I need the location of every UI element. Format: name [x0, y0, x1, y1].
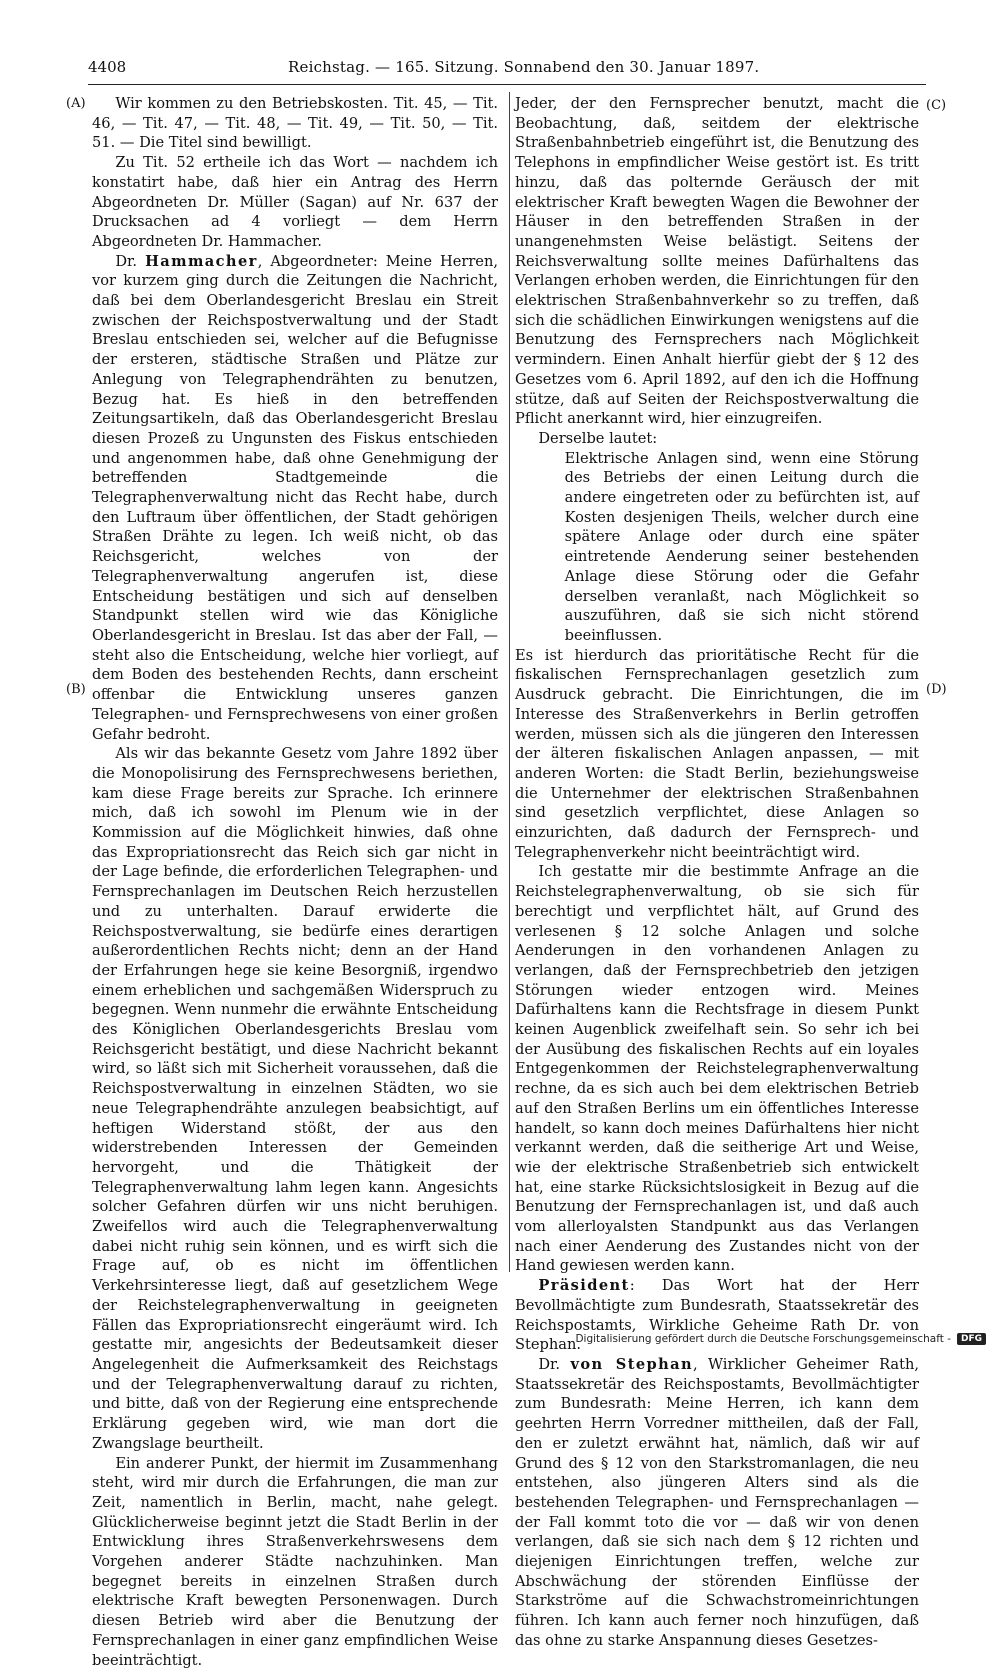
speaker-prefix: Dr.	[115, 252, 146, 270]
paragraph: Ich gestatte mir die bestimmte Anfrage an die Reichstelegraphenverwaltung, ob sie sich für berechtigt und verpflichtet hält, auf Grund des verlesenen § 12 solche Anlagen und solche Aenderungen in den vorhandenen Anlagen zu verlangen, daß der Fernsprechbetrieb den jetzigen Störungen wieder entzogen wird. Meines Dafürhaltens kann die Rechtsfrage in diesem Punkt keinen Augenblick zweifelhaft sein. So sehr ich bei der Ausübung des fiskalischen Rechts auf ein loyales Entgegenkommen der Reichstelegraphenverwaltung rechne, da es sich auch bei dem elektrischen Betrieb auf den Straßen Berlins um ein öffentliches Interesse handelt, so kann doch meines Dafürhaltens hier nicht verkannt werden, daß die seitherige Art und Weise, wie der elektrische Straßenbetrieb sich entwickelt hat, eine starke Rücksichtslosigkeit in Bezug auf die Benutzung der Fernsprechanlagen ist, und daß auch vom allerloyalsten Standpunkt aus das Verlangen nach einer Aenderung des Zustandes nicht von der Hand gewiesen werden kann.	[515, 863, 919, 1275]
column-divider	[509, 92, 510, 1272]
speech-text: , Wirklicher Geheimer Rath, Staatssekretär des Reichspostamts, Bevollmächtigter zum Bundesrath: Meine Herren, ich kann dem geehrten Herrn Vorredner mittheilen, daß der Fall, den er zuletzt erwähnt hat, nämlich, daß wir auf Grund des § 12 von den Starkstromanlagen, die neu entstehen, also jüngeren Alters sind als die bestehenden Telegraphen- und Fernsprechanlagen — der Fall kommt toto die vor — daß wir von denen verlangen, daß sie sich nach dem § 12 richten und diejenigen Einrichtungen treffen, welche zur Abschwächung der störenden Einflüsse der Starkströme auf die Schwachstromeinrichtungen führen. Ich kann auch ferner noch hinzufügen, daß das ohne zu starke Anspannung dieses Gesetzes-	[515, 1356, 919, 1649]
margin-mark-c: (C)	[926, 98, 947, 113]
right-column	[515, 94, 919, 1651]
footer-text: Digitalisierung gefördert durch die Deutsche Forschungsgemeinschaft -	[575, 1333, 951, 1345]
page-header	[88, 58, 918, 82]
paragraph: Ein anderer Punkt, der hiermit im Zusammenhang steht, wird mir durch die Erfahrungen, die man zur Zeit, namentlich in Berlin, macht, nahe gelegt. Glücklicherweise beginnt jetzt die Stadt Berlin in der Entwicklung ihres Straßenverkehrswesens dem Vorgehen anderer Städte nachzuhinken. Man begegnet bereits in einzelnen Straßen durch elektrische Kraft bewegten Personenwagen. Durch diesen Betrieb wird aber die Benutzung der Fernsprechanlagen in einer ganz empfindlichen Weise beeinträchtigt.	[92, 1454, 498, 1669]
speaker-name: Präsident	[538, 1277, 630, 1295]
paragraph: Es ist hierdurch das prioritätische Recht für die fiskalischen Fernsprechanlagen gesetzlich zum Ausdruck gebracht. Die Einrichtungen, die im Interesse des Straßenverkehrs in Berlin getroffen werden, müssen sich als die jüngeren den Interessen der älteren fiskalischen Anlagen anpassen, — mit anderen Worten: die Stadt Berlin, beziehungsweise die Unternehmer der elektrischen Straßenbahnen sind gesetzlich verpflichtet, diese Anlagen so einzurichten, daß dadurch der Fernsprech- und Telegraphenverkehr nicht beeinträchtigt wird.	[515, 646, 919, 861]
margin-mark-b: (B)	[66, 682, 86, 697]
page-number: 4408	[88, 58, 127, 76]
speaker-name: von Stephan	[570, 1356, 694, 1373]
header-rule	[88, 84, 926, 85]
speech-stephan	[515, 1355, 919, 1651]
law-quote: Elektrische Anlagen sind, wenn eine Störung des Betriebs der einen Leitung durch die andere eingetreten oder zu befürchten ist, auf Kosten desjenigen Theils, welcher durch eine spätere Anlage oder durch eine später eintretende Aenderung seiner bestehenden Anlage diese Störung oder die Gefahr derselben veranlaßt, nach Möglichkeit so auszuführen, daß sie sich nicht störend beeinflussen.	[564, 449, 919, 644]
speech-text: , Abgeordneter: Meine Herren, vor kurzem ging durch die Zeitungen die Nachricht, daß bei dem Oberlandesgericht Breslau ein Streit zwischen der Reichspostverwaltung und der Stadt Breslau entschieden sei, welcher auf die Befugnisse der ersteren, städtische Straßen und Plätze zur Anlegung von Telegraphendrähten zu benutzen, Bezug hat. Es hieß in den betreffenden Zeitungsartikeln, daß das Oberlandesgericht Breslau diesen Prozeß zu Ungunsten des Fiskus entschieden und angenommen habe, daß ohne Genehmigung der betreffenden Stadtgemeinde die Telegraphenverwaltung nicht das Recht habe, durch den Luftraum über öffentlichen, der Stadt gehörigen Straßen Drähte zu legen. Ich weiß nicht, ob das Reichsgericht, welches von der Telegraphenverwaltung angerufen ist, diese Entscheidung bestätigen und sich auf denselben Standpunkt stellen wird wie das Königliche Oberlandesgericht in Breslau. Ist das aber der Fall, — steht also die Entscheidung, welche hier vorliegt, auf dem Boden des bestehenden Rechts, dann erscheint offenbar die Entwicklung unseres ganzen Telegraphen- und Fernsprechwesens von einer großen Gefahr bedroht.	[92, 252, 498, 743]
paragraph: Zu Tit. 52 ertheile ich das Wort — nachdem ich konstatirt habe, daß hier ein Antrag des Herrn Abgeordneten Dr. Müller (Sagan) auf Nr. 637 der Drucksachen ad 4 vorliegt — dem Herrn Abgeordneten Dr. Hammacher.	[92, 154, 498, 250]
paragraph: Jeder, der den Fernsprecher benutzt, macht die Beobachtung, daß, seitdem der elektrische Straßenbahnbetrieb eingeführt ist, die Benutzung des Telephons in empfindlicher Weise gestört ist. Es tritt hinzu, daß das polternde Geräusch der mit elektrischer Kraft bewegten Wagen die Bewohner der Häuser in den betreffenden Straßen in der unangenehmsten Weise belästigt. Seitens der Reichsverwaltung sollte meines Dafürhaltens das Verlangen erhoben werden, die Einrichtungen für den elektrischen Straßenbahnverkehr so zu treffen, daß sich die schädlichen Einwirkungen wenigstens auf die Benutzung des Fernsprechers nach Möglichkeit vermindern. Einen Anhalt hierfür giebt der § 12 des Gesetzes vom 6. April 1892, auf den ich die Hoffnung stütze, daß auf Seiten der Reichspostverwaltung die Pflicht anerkannt wird, hier einzugreifen.	[515, 95, 919, 428]
speaker-name: Hammacher	[145, 252, 258, 270]
dfg-logo: DFG	[957, 1333, 986, 1345]
speech-text: : Das Wort hat der Herr Bevollmächtigte zum Bundesrath, Staatssekretär des Reichspostamts, Wirkliche Geheime Rath Dr. von Stephan.	[515, 1277, 919, 1354]
paragraph: Als wir das bekannte Gesetz vom Jahre 1892 über die Monopolisirung des Fernsprechwesens beriethen, kam diese Frage bereits zur Sprache. Ich erinnere mich, daß ich sowohl im Plenum wie in der Kommission auf die Möglichkeit hinwies, daß ohne das Expropriationsrecht das Reich sich gar nicht in der Lage befinde, die erforderlichen Telegraphen- und Fernsprechanlagen im Deutschen Reich herzustellen und zu unterhalten. Darauf erwiderte die Reichspostverwaltung, sie bedürfe eines derartigen außerordentlichen Rechts nicht; denn an der Hand der Erfahrungen hege sie keine Besorgniß, irgendwo einem erheblichen und sachgemäßen Widerspruch zu begegnen. Wenn nunmehr die erwähnte Entscheidung des Königlichen Oberlandesgerichts Breslau vom Reichsgericht bestätigt, und diese Nachricht bekannt wird, so läßt sich mit Sicherheit voraussehen, daß die Reichspostverwaltung in einzelnen Städten, wo sie neue Telegraphendrähte anzulegen beabsichtigt, auf heftigen Widerstand stößt, der aus den widerstrebenden Interessen der Gemeinden hervorgeht, und die Thätigkeit der Telegraphenverwaltung lahm legen kann. Angesichts solcher Gefahren dürfen wir uns nicht beruhigen. Zweifellos wird auch die Telegraphenverwaltung dabei nicht ruhig sein können, und es wirft sich die Frage auf, ob es nicht im öffentlichen Verkehrsinteresse liegt, daß auf gesetzlichem Wege der Reichstelegraphenverwaltung in geeigneten Fällen das Expropriationsrecht eingeräumt wird. Ich gestatte mir, angesichts der Bedeutsamkeit dieser Angelegenheit die Aufmerksamkeit des Reichstags und der Telegraphenverwaltung darauf zu richten, und bitte, daß von der Regierung eine entsprechende Erklärung gegeben wird, wie man dort die Zwangslage beurtheilt.	[92, 745, 498, 1452]
margin-mark-d: (D)	[926, 682, 947, 697]
paragraph: Derselbe lautet:	[538, 429, 658, 447]
digitization-footer	[575, 1333, 986, 1345]
left-column	[92, 94, 498, 1670]
speaker-prefix: Dr.	[538, 1356, 571, 1373]
paragraph: Wir kommen zu den Betriebskosten. Tit. 45, — Tit. 46, — Tit. 47, — Tit. 48, — Tit. 49, — Tit. 50, — Tit. 51. — Die Titel sind bewilligt.	[92, 95, 498, 152]
margin-mark-a: (A)	[66, 96, 86, 111]
speech-hammacher	[92, 252, 498, 745]
running-title: Reichstag. — 165. Sitzung. Sonnabend den 30. Januar 1897.	[288, 58, 760, 76]
